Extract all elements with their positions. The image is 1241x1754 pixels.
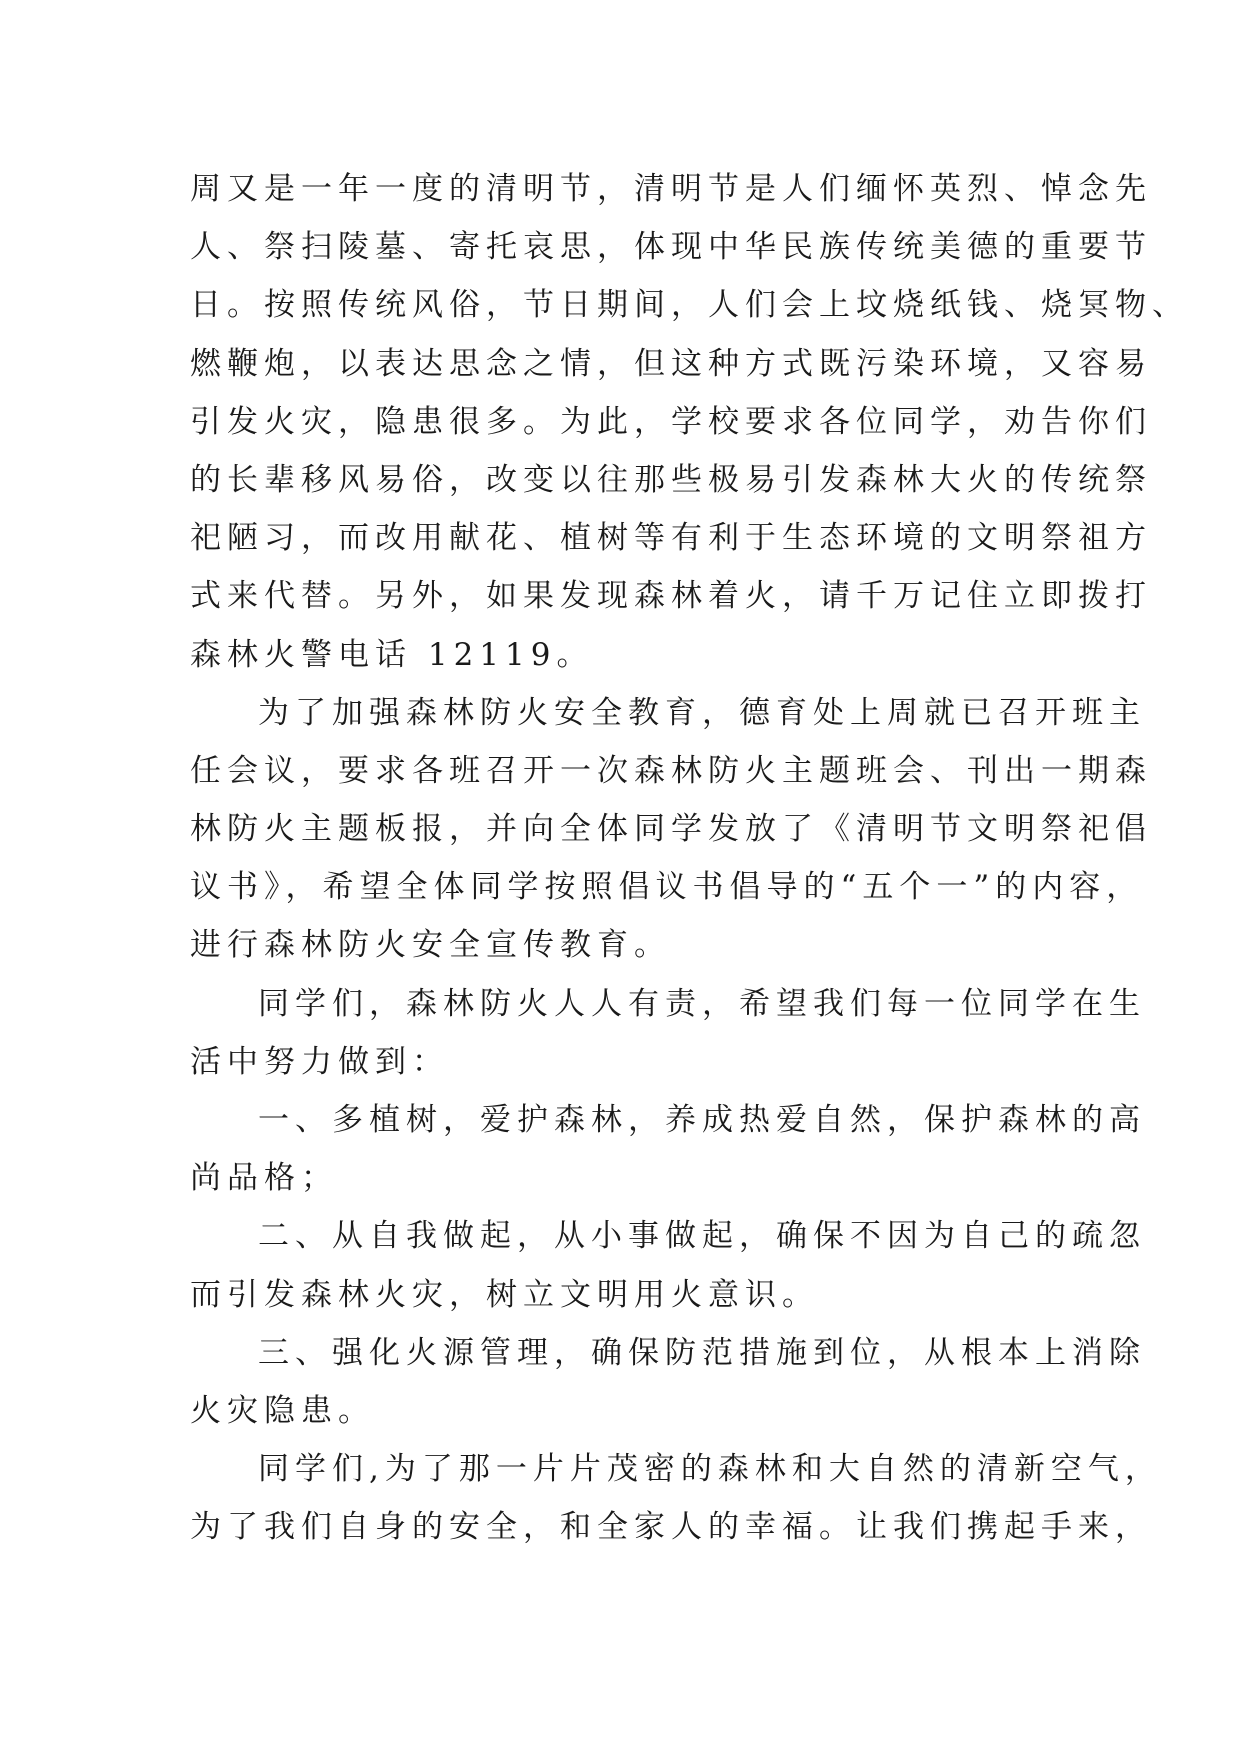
document-body — [190, 160, 1189, 1557]
paragraph-start-line: 同学们,为了那一片片茂密的森林和大自然的清新空气， — [258, 1451, 1162, 1488]
list-item-line: 一、多植树，爱护森林，养成热爱自然，保护森林的高 — [258, 1102, 1146, 1138]
text-line: 日。按照传统风俗，节日期间，人们会上坟烧纸钱、烧冥物、 — [190, 287, 1189, 324]
paragraph-start-line: 为了加强森林防火安全教育，德育处上周就已召开班主 — [258, 694, 1146, 731]
text-line: 人、祭扫陵墓、寄托哀思，体现中华民族传统美德的重要节 — [190, 229, 1152, 266]
text-line: 的长辈移风易俗，改变以往那些极易引发森林大火的传统祭 — [190, 461, 1152, 498]
text-line: 而引发森林火灾，树立文明用火意识。 — [190, 1276, 819, 1313]
text-line: 活中努力做到： — [190, 1043, 449, 1080]
text-line: 森林火警电话 12119。 — [190, 636, 594, 673]
list-item-line: 三、强化火源管理，确保防范措施到位，从根本上消除 — [258, 1334, 1146, 1371]
text-line: 燃鞭炮，以表达思念之情，但这种方式既污染环境，又容易 — [190, 345, 1152, 382]
text-line: 林防火主题板报，并向全体同学发放了《清明节文明祭祀倡 — [190, 811, 1152, 848]
text-line: 周又是一年一度的清明节，清明节是人们缅怀英烈、悼念先 — [190, 171, 1152, 207]
text-line: 议书》，希望全体同学按照倡议书倡导的“五个一”的内容， — [190, 869, 1144, 906]
text-line: 祀陋习，而改用献花、植树等有利于生态环境的文明祭祖方 — [190, 520, 1152, 557]
paragraph-start-line: 同学们，森林防火人人有责，希望我们每一位同学在生 — [258, 985, 1146, 1022]
text-line: 火灾隐患。 — [190, 1392, 375, 1429]
text-line: 为了我们自身的安全，和全家人的幸福。让我们携起手来， — [190, 1509, 1152, 1546]
text-line: 任会议，要求各班召开一次森林防火主题班会、刊出一期森 — [190, 752, 1152, 789]
text-line: 式来代替。另外，如果发现森林着火，请千万记住立即拨打 — [190, 578, 1152, 615]
list-item-line: 二、从自我做起，从小事做起，确保不因为自己的疏忽 — [258, 1218, 1146, 1255]
text-line: 尚品格； — [190, 1160, 338, 1197]
text-line: 进行森林防火安全宣传教育。 — [190, 927, 671, 964]
text-line: 引发火灾，隐患很多。为此，学校要求各位同学，劝告你们 — [190, 403, 1152, 440]
